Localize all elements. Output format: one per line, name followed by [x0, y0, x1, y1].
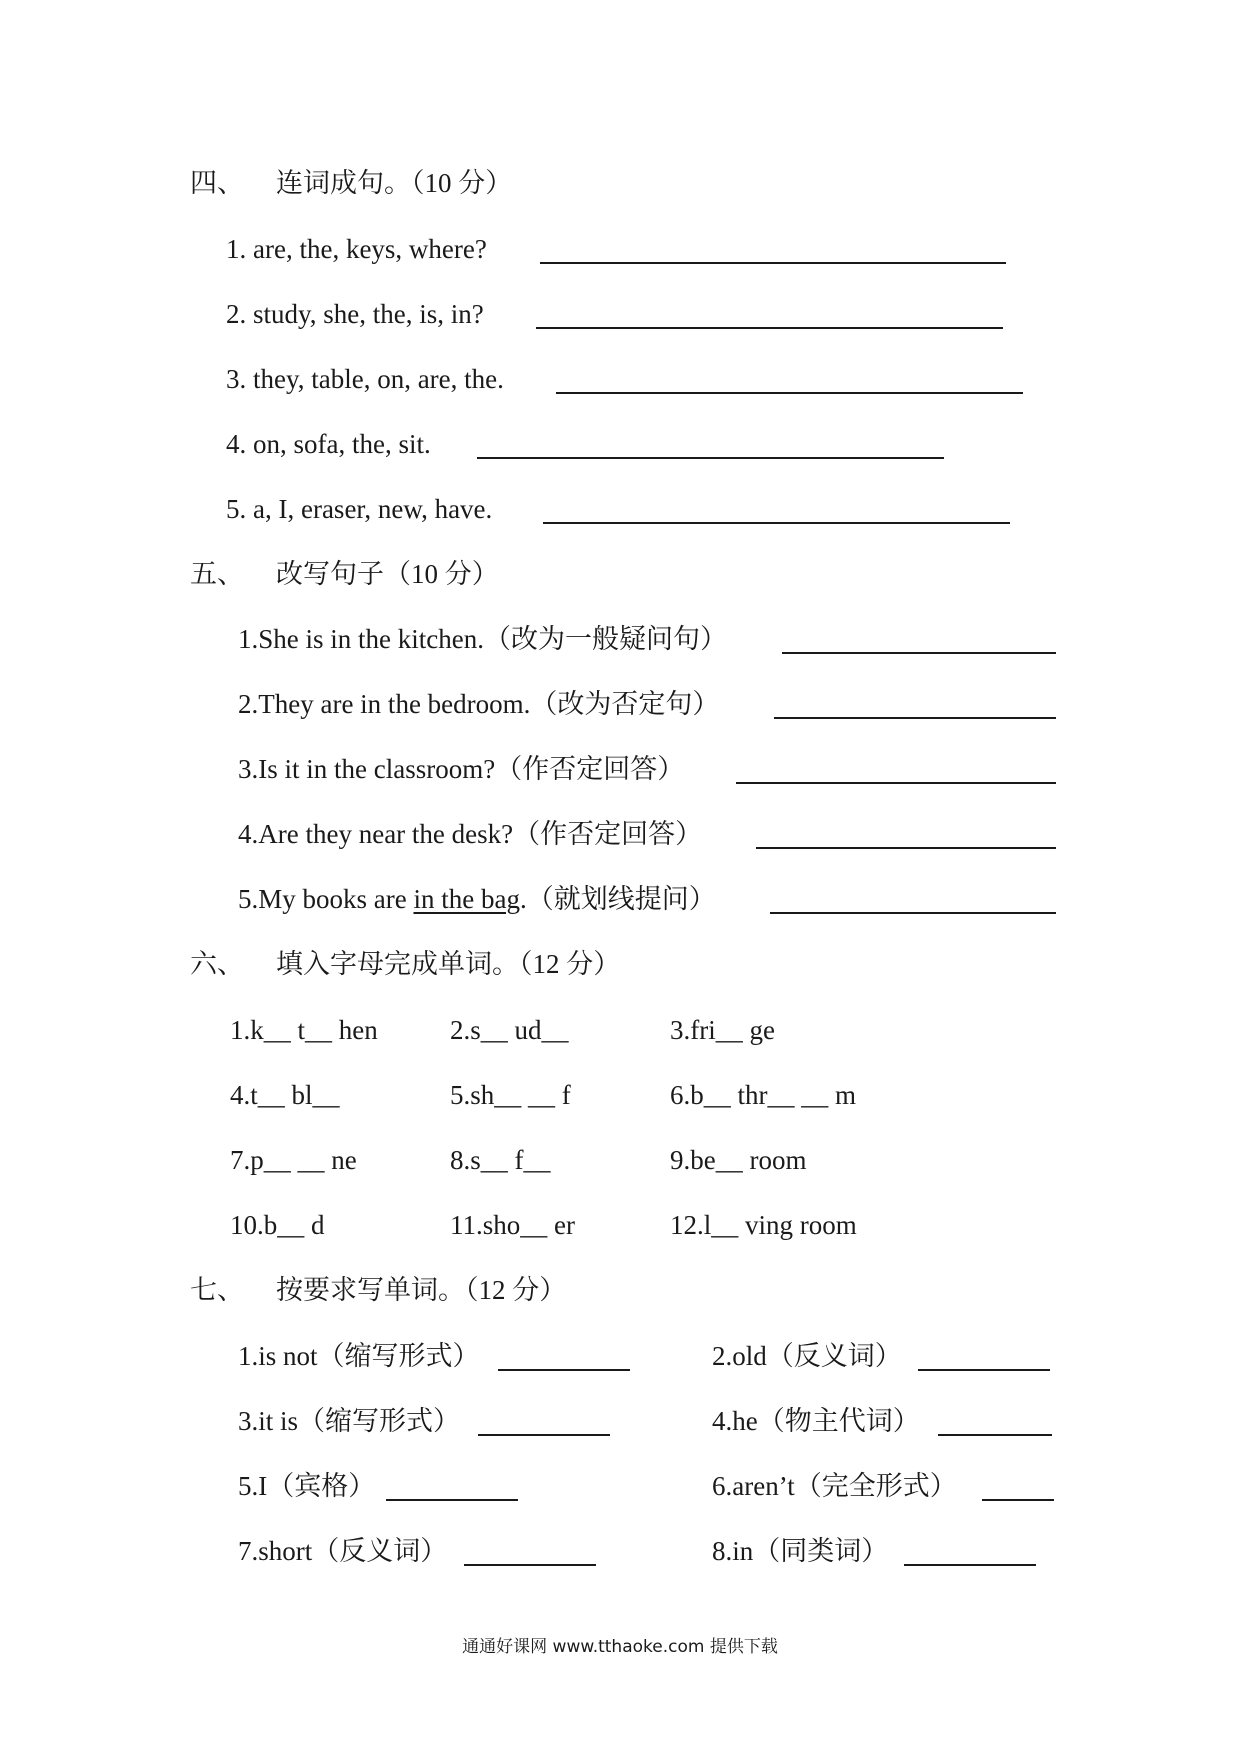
s6-item-1[interactable]: 1.k__ t__ hen	[230, 1015, 378, 1045]
s7-item-1: 1.is not（缩写形式）	[238, 1341, 480, 1371]
s5-answer-blank-4[interactable]	[756, 847, 1056, 849]
s7-item-3: 3.it is（缩写形式）	[238, 1406, 461, 1436]
s7-item-7: 7.short（反义词）	[238, 1536, 448, 1566]
section-7-number: 七、	[190, 1275, 244, 1305]
s5-answer-blank-2[interactable]	[774, 717, 1056, 719]
s7-answer-blank-5[interactable]	[386, 1499, 518, 1501]
s4-item-1: 1. are, the, keys, where?	[226, 234, 487, 264]
s6-item-7[interactable]: 7.p__ __ ne	[230, 1145, 357, 1175]
s6-item-10[interactable]: 10.b__ d	[230, 1210, 325, 1240]
section-4-title: 连词成句。（10 分）	[276, 168, 513, 198]
s5-item-1: 1.She is in the kitchen.（改为一般疑问句）	[238, 624, 727, 654]
section-7-title: 按要求写单词。（12 分）	[276, 1275, 567, 1305]
s7-item-8: 8.in（同类词）	[712, 1536, 889, 1566]
s7-item-5: 5.I（宾格）	[238, 1471, 376, 1501]
s6-item-4[interactable]: 4.t__ bl__	[230, 1080, 340, 1110]
s4-item-3: 3. they, table, on, are, the.	[226, 364, 504, 394]
s5-item-3: 3.Is it in the classroom?（作否定回答）	[238, 754, 685, 784]
s6-item-12[interactable]: 12.l__ ving room	[670, 1210, 857, 1240]
s7-answer-blank-8[interactable]	[904, 1564, 1036, 1566]
s6-item-11[interactable]: 11.sho__ er	[450, 1210, 575, 1240]
s7-answer-blank-7[interactable]	[464, 1564, 596, 1566]
s5-item-4: 4.Are they near the desk?（作否定回答）	[238, 819, 703, 849]
s7-item-6: 6.aren’t（完全形式）	[712, 1471, 957, 1501]
section-6-title: 填入字母完成单词。（12 分）	[276, 949, 621, 979]
s4-item-5: 5. a, I, eraser, new, have.	[226, 494, 493, 524]
section-4-number: 四、	[190, 168, 244, 198]
s5-item-5-pre: 5.My books are	[238, 884, 414, 914]
s4-answer-blank-3[interactable]	[556, 392, 1023, 394]
s6-item-5[interactable]: 5.sh__ __ f	[450, 1080, 571, 1110]
s7-answer-blank-2[interactable]	[918, 1369, 1050, 1371]
s4-answer-blank-4[interactable]	[477, 457, 944, 459]
s6-item-8[interactable]: 8.s__ f__	[450, 1145, 551, 1175]
s7-item-4: 4.he（物主代词）	[712, 1406, 920, 1436]
s5-answer-blank-3[interactable]	[736, 782, 1056, 784]
section-5-number: 五、	[190, 559, 244, 589]
s5-item-2: 2.They are in the bedroom.（改为否定句）	[238, 689, 720, 719]
s6-item-6[interactable]: 6.b__ thr__ __ m	[670, 1080, 856, 1110]
s6-item-2[interactable]: 2.s__ ud__	[450, 1015, 569, 1045]
s4-item-4: 4. on, sofa, the, sit.	[226, 429, 431, 459]
s4-answer-blank-1[interactable]	[540, 262, 1006, 264]
footer-watermark-text: 通通好课网 www.tthaoke.com 提供下载	[462, 1637, 778, 1657]
s7-answer-blank-6[interactable]	[982, 1499, 1054, 1501]
s7-item-2: 2.old（反义词）	[712, 1341, 902, 1371]
s6-item-3[interactable]: 3.fri__ ge	[670, 1015, 775, 1045]
s4-item-2: 2. study, she, the, is, in?	[226, 299, 484, 329]
s5-item-5-underlined: in the bag	[413, 884, 520, 914]
s7-answer-blank-3[interactable]	[478, 1434, 610, 1436]
s6-item-9[interactable]: 9.be__ room	[670, 1145, 807, 1175]
s5-item-5-post: .（就划线提问）	[519, 884, 716, 914]
s5-item-5	[238, 882, 716, 916]
s4-answer-blank-2[interactable]	[536, 327, 1003, 329]
section-5-title: 改写句子（10 分）	[276, 559, 499, 589]
s4-answer-blank-5[interactable]	[543, 522, 1010, 524]
s5-answer-blank-5[interactable]	[770, 912, 1056, 914]
s7-answer-blank-1[interactable]	[498, 1369, 630, 1371]
section-6-number: 六、	[190, 949, 244, 979]
s5-answer-blank-1[interactable]	[782, 652, 1056, 654]
s7-answer-blank-4[interactable]	[938, 1434, 1052, 1436]
